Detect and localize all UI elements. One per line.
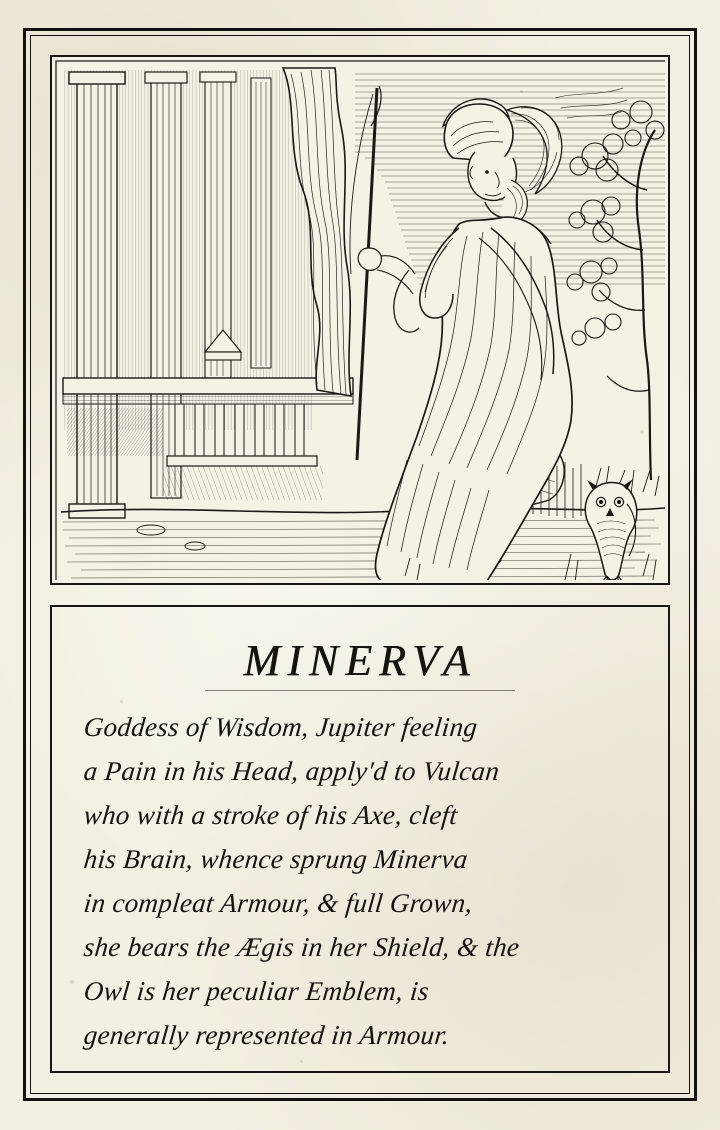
minerva-engraving-svg xyxy=(55,60,665,580)
caption-panel xyxy=(50,605,670,1073)
caption-line: she bears the Ægis in her Shield, & the xyxy=(82,932,521,962)
caption-line: generally represented in Armour. xyxy=(82,1020,452,1050)
caption-line: who with a stroke of his Axe, cleft xyxy=(82,800,460,830)
caption-line: Goddess of Wisdom, Jupiter feeling xyxy=(82,712,479,742)
illustration-plate xyxy=(50,55,670,585)
page-title: MINERVA xyxy=(243,636,477,685)
caption-text xyxy=(78,705,642,1057)
caption-line: in compleat Armour, & full Grown, xyxy=(82,888,475,918)
title-underline xyxy=(205,690,515,691)
caption-line: Owl is her peculiar Emblem, is xyxy=(82,976,431,1006)
minerva-engraving xyxy=(55,60,665,580)
caption-line: his Brain, whence sprung Minerva xyxy=(82,844,470,874)
caption-line: a Pain in his Head, apply'd to Vulcan xyxy=(82,756,501,786)
